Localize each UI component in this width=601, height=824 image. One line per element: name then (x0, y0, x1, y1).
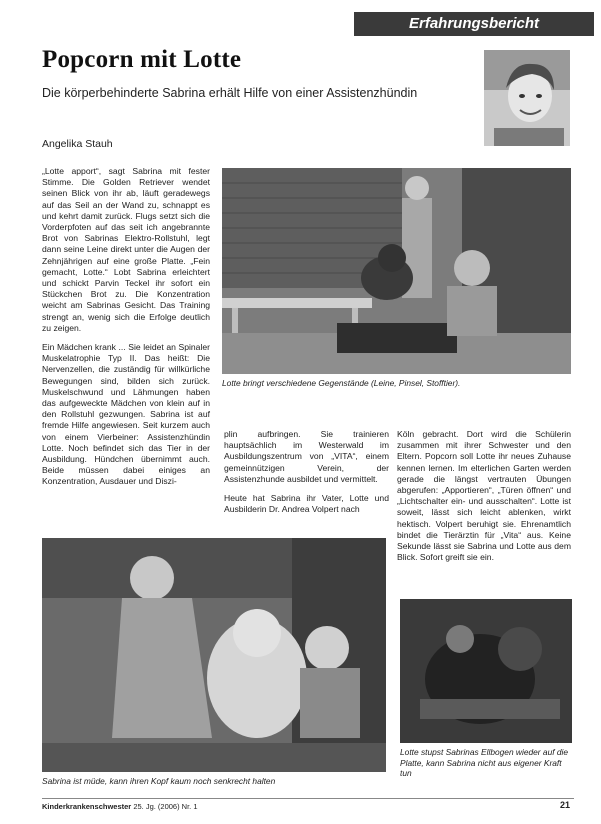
caption-bottom-left-photo: Sabrina ist müde, kann ihren Kopf kaum noch senkrecht halten (42, 776, 276, 786)
paragraph: Ein Mädchen krank ... Sie leidet an Spinaler Muskelatrophie Typ II. Das heißt: Die Nervenzellen, die zuständig für willkürliche Bewegungen sind, bilden sich zurück. Muskelschwund und Lähmungen haben das aufgeweckte Mädchen von klein auf in den Rollstuhl gezwungen. Sabrina ist auf fremde Hilfe angewiesen. Seit kurzem auch von einem Vierbeiner: Assistenzhündin Lotte. Noch befindet sich das Tier in der Ausbildung. Hündchen übernimmt auch. Beide müssen dabei einiges an Konzentration, Ausdauer und Diszi- (42, 342, 210, 487)
caption-top-photo: Lotte bringt verschiedene Gegenstände (Leine, Pinsel, Stofftier). (222, 378, 461, 388)
page-number: 21 (560, 800, 571, 810)
publication-name: Kinderkrankenschwester (42, 802, 132, 811)
portrait-illustration (484, 50, 570, 146)
article-title: Popcorn mit Lotte (42, 46, 242, 73)
paragraph: plin aufbringen. Sie trainieren hauptsächlich im Westerwald im Ausbildungszentrum von „VITA“, einem gemeinnützigen Verein, der Assistenzhunde ausbildet und vermittelt. (224, 429, 389, 484)
author-portrait-photo (484, 50, 570, 146)
publication-issue: 25. Jg. (2006) Nr. 1 (133, 802, 198, 811)
text-column-2 (224, 429, 389, 523)
paragraph: Köln gebracht. Dort wird die Schülerin zusammen mit ihrer Schwester und den Eltern. Popcorn soll Lotte ihr neues Zuhause kennen lernen. Im elterlichen Garten werden gerade die längst vertrauten Übungen abgerufen: „Apportieren“, „Türen öffnen“ und „Lichtschalter ein- und ausschalten“. Lotte ist soweit, lässt sich leicht ablenken, wirkt hektisch. Volpert beruhigt sie. Ehrenamtlich bindet die Tierärztin für „Vita“ aus. Keine Sekunde lässt sie Sabrina und Lotte aus dem Blick. Sofort greift sie ein. (397, 429, 571, 563)
paragraph: „Lotte apport“, sagt Sabrina mit fester Stimme. Die Golden Retriever wendet seinen Blick von ihr ab, läuft geradewegs auf das Seil an der Wand zu, schnappt es und kehrt damit zurück. Flugs setzt sich die Vorderpfoten auf das seit ich angebrannte Brot von Sabrinas Elektro-Rollstuhl, legt dann seine Leine direkt unter die Augen der Zehnjährigen auf eine große Platte. „Fein gemacht, Lotte.“ Lobt Sabrina erleichtert und schickt Parvin Teckel ihr sofort ein Stückchen Brot zu. Die Konzentration weicht am Sabrinas Gesicht. Das Training strengt an, wenig sich die Erfolge deutlich zu zeigen. (42, 166, 210, 333)
photo-girl-tired-with-dog (42, 538, 386, 772)
paragraph: Heute hat Sabrina ihr Vater, Lotte und Ausbilderin Dr. Andrea Volpert nach (224, 493, 389, 515)
photo-dog-nudges-elbow (400, 599, 572, 743)
photo-girl-with-dog-garden (222, 168, 571, 374)
dog-nudge-photo-illustration (400, 599, 572, 743)
footer-rule (42, 798, 574, 799)
section-banner: Erfahrungsbericht (354, 12, 594, 36)
text-column-3 (397, 429, 571, 571)
article-subtitle: Die körperbehinderte Sabrina erhält Hilfe von einer Assistenzhündin (42, 86, 418, 100)
text-column-1 (42, 166, 210, 496)
tired-girl-photo-illustration (42, 538, 386, 772)
footer-publication (42, 802, 198, 811)
garden-photo-illustration (222, 168, 571, 374)
caption-bottom-right-photo: Lotte stupst Sabrinas Ellbogen wieder auf die Platte, kann Sabrina nicht aus eigener Kraft tun (400, 747, 569, 778)
article-author: Angelika Stauh (42, 138, 113, 150)
